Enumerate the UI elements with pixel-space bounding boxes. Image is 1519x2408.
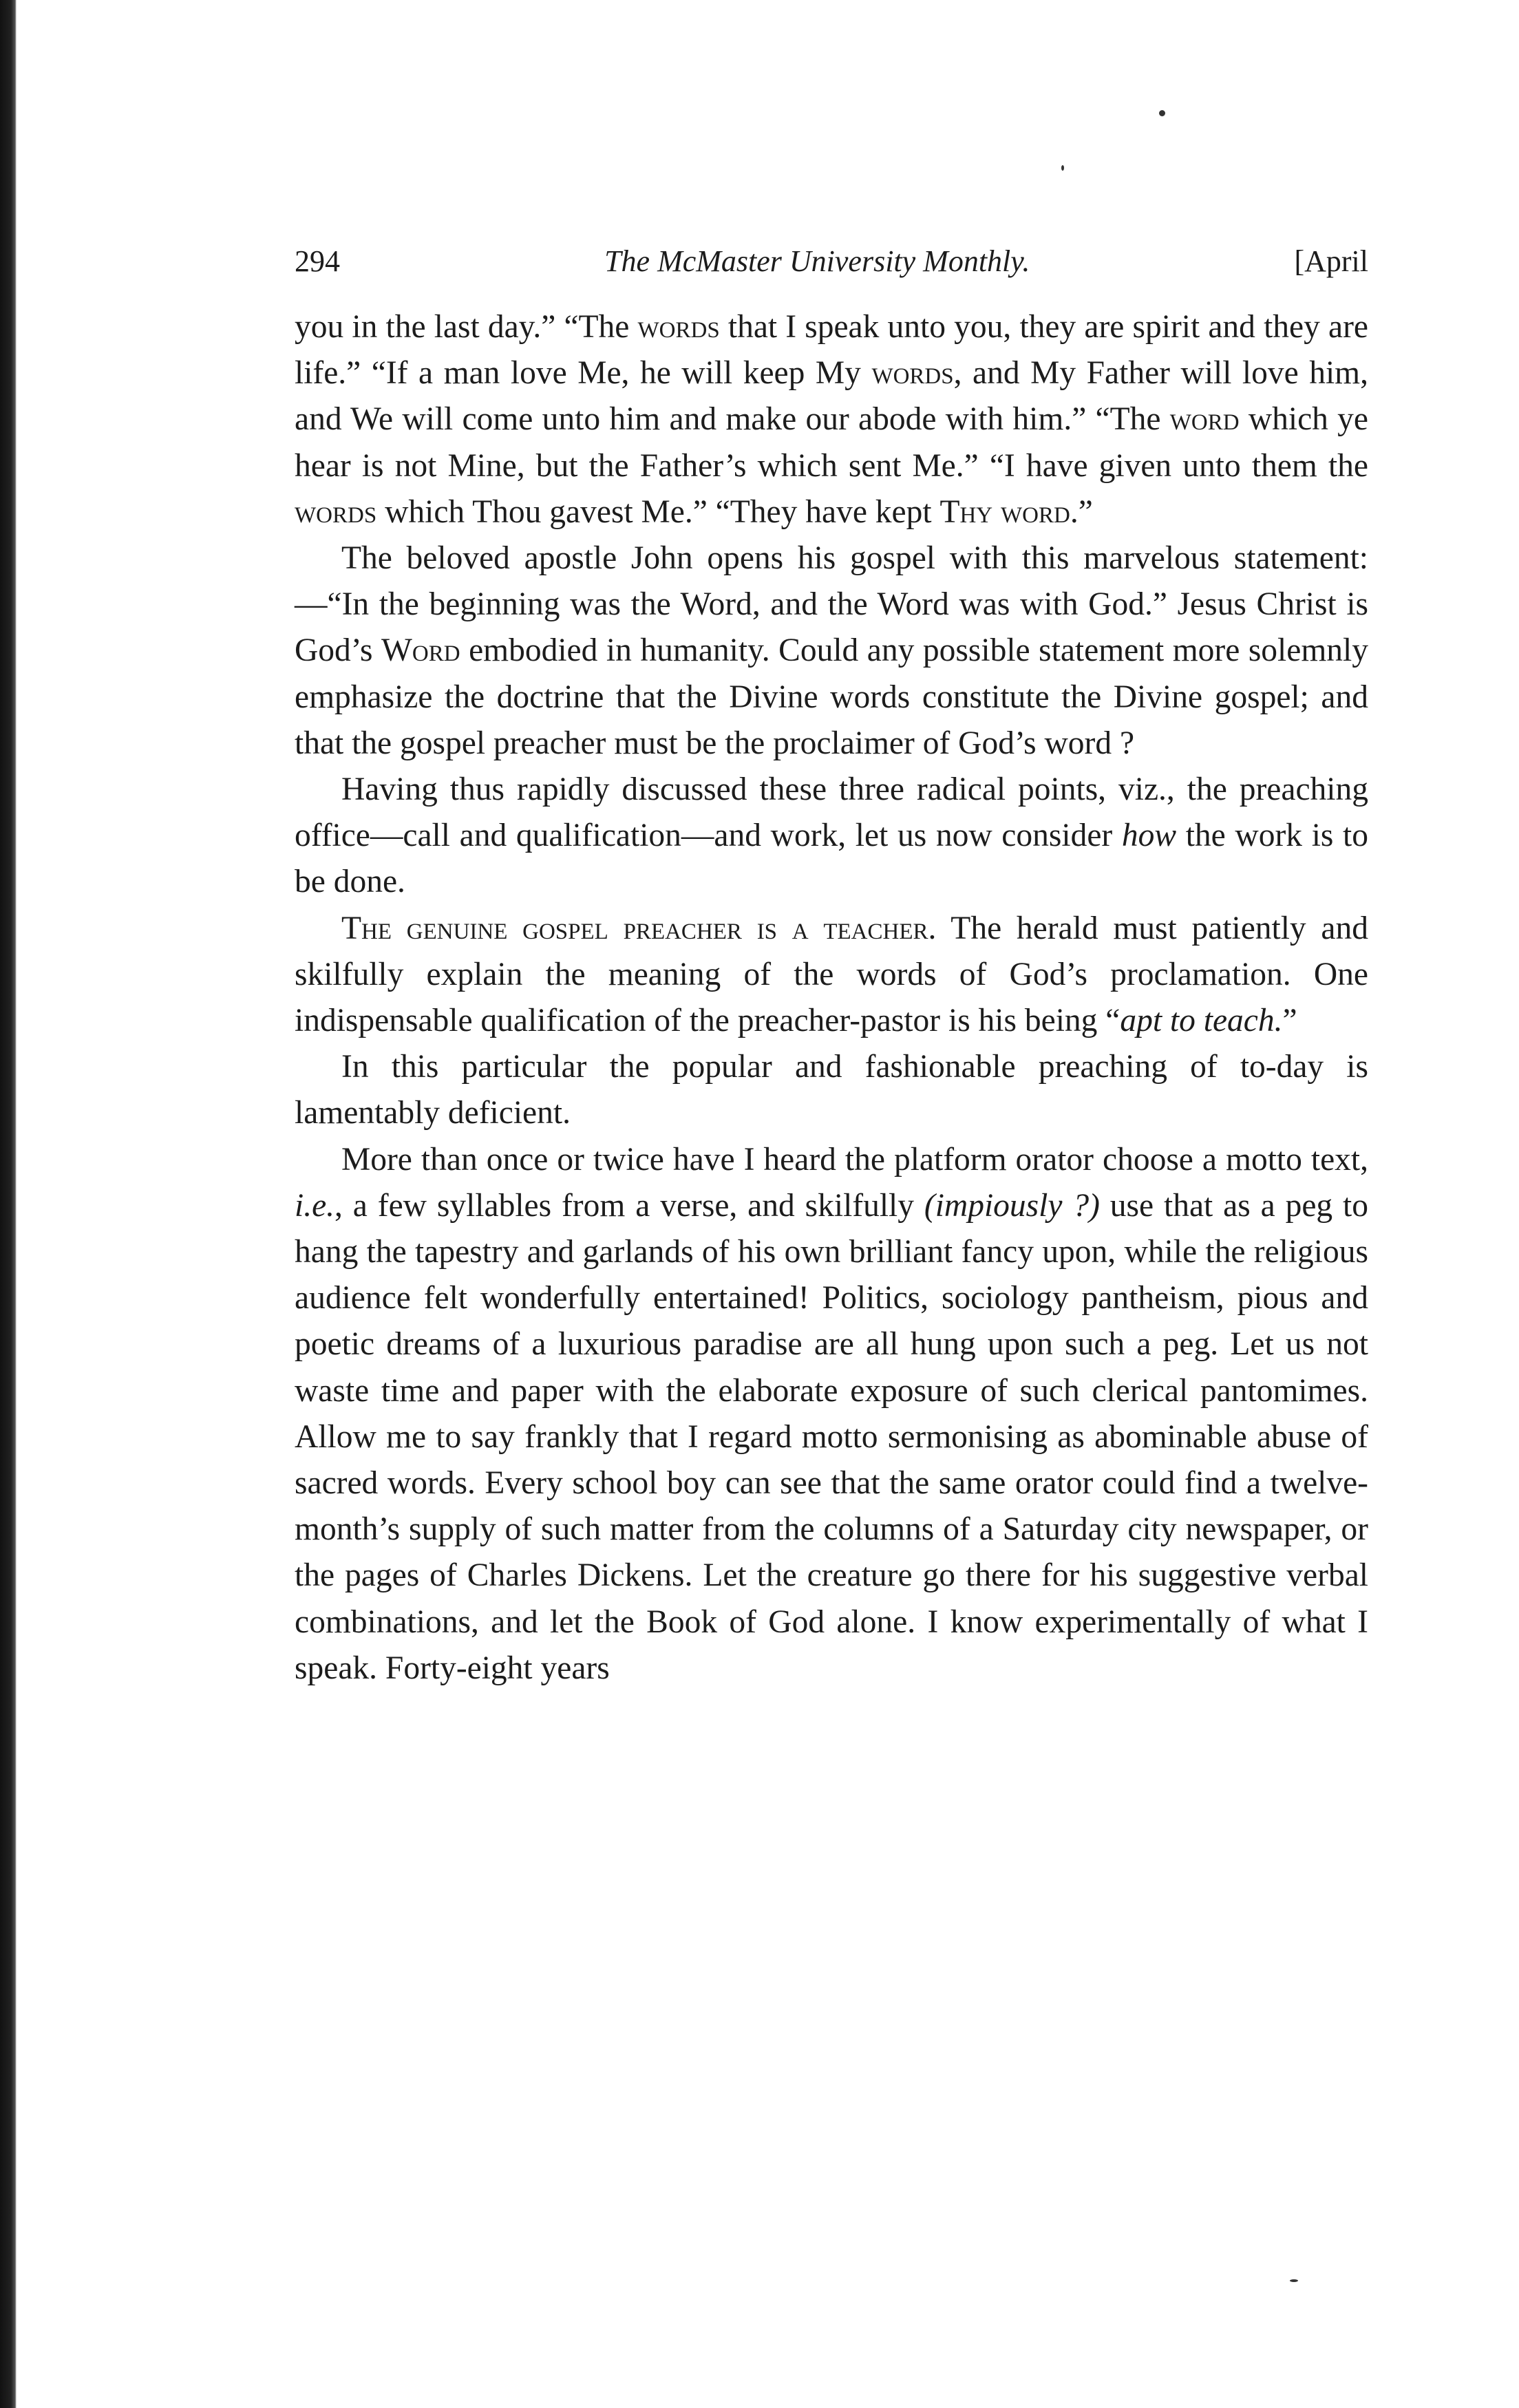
paragraph — [295, 1137, 1368, 1692]
italic-text: i.e. — [295, 1187, 335, 1224]
page-binding-edge — [0, 0, 17, 2408]
ink-speck — [1061, 165, 1064, 171]
small-caps-text: words — [871, 355, 954, 392]
journal-title: The McMaster University Monthly. — [604, 244, 1030, 278]
small-caps-text: word — [1169, 401, 1240, 438]
italic-text: how — [1121, 818, 1177, 854]
text-run: which Thou gavest Me.” “They have kept — [376, 493, 940, 530]
text-run: More than once or twice have I heard the platform orator choose a motto text, — [341, 1141, 1368, 1178]
paragraph — [295, 1044, 1368, 1136]
text-run: that I speak unto you, they are spirit and they are life.” “If a man love Me, he will keep My — [295, 309, 1368, 392]
text-run: , a few syllables from a verse, and skilfully — [334, 1187, 924, 1224]
text-run: .” — [1070, 493, 1093, 530]
paragraph — [295, 304, 1368, 535]
body-text — [295, 304, 1368, 1692]
small-caps-text: Word — [381, 632, 460, 669]
italic-text: (impiously ?) — [924, 1187, 1100, 1224]
paragraph — [295, 906, 1368, 1045]
text-run: , and My Father will love him, and We will come unto him and make our abode with him.” “The — [295, 355, 1369, 438]
small-caps-text: words — [637, 309, 720, 345]
text-run: use that as a peg to hang the tapestry and garlands of his own brilliant fancy upon, while the religious audience felt wonderfully entertained! Politics, sociology pantheism, pious and poetic dreams of a luxurious paradise are all hung upon such a peg. Let us not waste time and paper with the elaborate exposure of such clerical pantomimes. Allow me to say frankly that I regard motto sermonising as abominable abuse of sacred words. Every school boy can see that the same orator could find a twelve-month’s supply of such matter from the columns of a Saturday city newspaper, or the pages of Charles Dickens. Let the creature go there for his suggestive verbal combinations, and let the Book of God alone. I know experimentally of what I speak. Forty-eight years — [295, 1187, 1368, 1686]
page-content — [295, 241, 1368, 1692]
running-head — [295, 241, 1368, 289]
text-run: which ye hear is not Mine, but the Father’s which sent Me.” “I have given unto them the — [295, 401, 1368, 484]
paragraph — [295, 767, 1368, 906]
small-caps-text: words — [295, 493, 377, 530]
text-run: you in the last day.” “The — [295, 309, 638, 345]
italic-text: apt to teach. — [1120, 1003, 1283, 1039]
small-caps-text: The genuine gospel preacher is a teacher. — [341, 910, 937, 946]
text-run: embodied in humanity. Could any possible statement more solemnly emphasize the doctrine that the Divine words constitute the Divine gospel; and that the gospel preacher must be the proclaimer of God’s word ? — [295, 632, 1368, 761]
text-run: The beloved apostle John opens his gospel with this marvelous statement:—“In the beginning was the Word, and the Word was with God.” Jesus Christ is God’s — [295, 540, 1368, 669]
page-number: 294 — [295, 244, 340, 278]
text-run: In this particular the popular and fashionable preaching of to-day is lamentably deficient. — [295, 1049, 1368, 1131]
ink-speck — [1159, 110, 1165, 116]
ink-speck — [1290, 2279, 1298, 2282]
text-run: The herald must patiently and skilfully explain the meaning of the words of God’s proclamation. One indispensable qualification of the preacher-pastor is his being “ — [295, 910, 1368, 1039]
text-run: Having thus rapidly discussed these three radical points, viz., the preaching office—call and qualification—and work, let us now consider — [295, 771, 1368, 854]
text-run: ” — [1282, 1003, 1297, 1039]
issue-month: [April — [1294, 244, 1368, 278]
small-caps-text: Thy word — [939, 493, 1070, 530]
text-run: the work is to be done. — [295, 818, 1369, 900]
paragraph — [295, 535, 1368, 767]
